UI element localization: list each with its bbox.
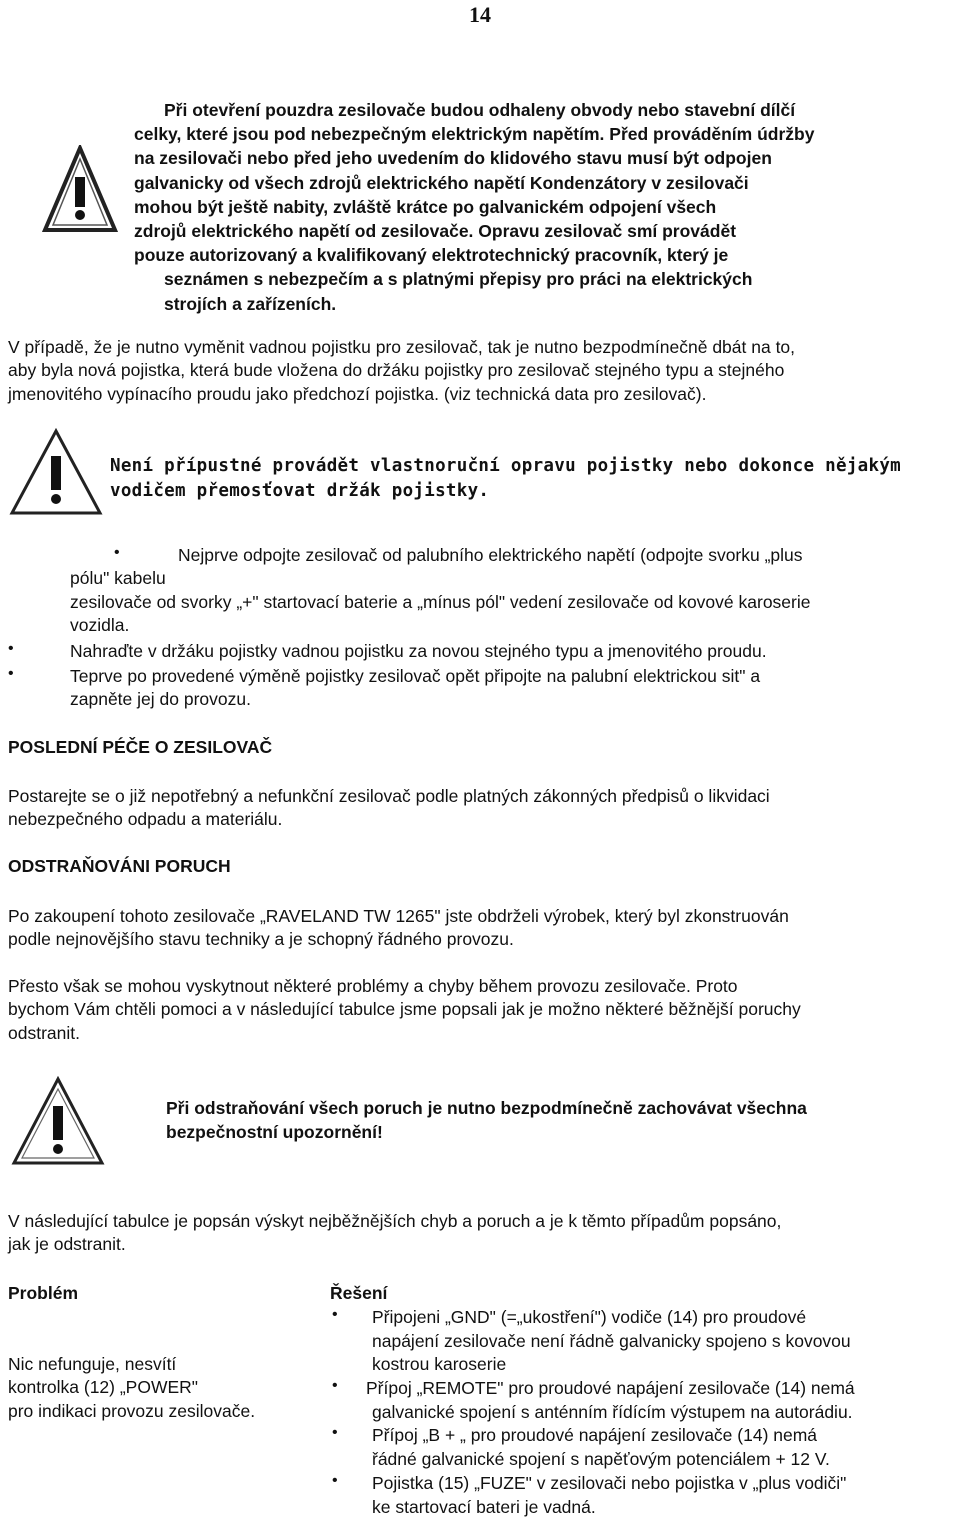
warning-triangle-icon xyxy=(42,145,118,233)
table-header-solution: Řešení xyxy=(330,1283,388,1303)
warning-block-fuse xyxy=(110,454,940,503)
step-3 xyxy=(70,665,950,712)
step-line: zesilovače od svorky „+" startovací baterie a „mínus pól" vedení zesilovače od kovové karoserie xyxy=(70,591,811,612)
cell-line: kontrolka (12) „POWER" xyxy=(8,1377,199,1398)
warning-line: Při odstraňování všech poruch je nutno bezpodmínečně zachovávat všechna xyxy=(166,1098,807,1118)
solution-item xyxy=(372,1472,950,1519)
warning-block-troubleshooting xyxy=(166,1096,956,1144)
cell-line: Pojistka (15) „FUZE" v zesilovači nebo pojistka v „plus vodiči" xyxy=(372,1473,847,1493)
bullet-icon: • xyxy=(8,640,14,657)
warning-triangle-icon xyxy=(10,1076,106,1166)
bullet-icon: • xyxy=(8,665,14,682)
warning-line: zdrojů elektrického napětí od zesilovače. Opravu zesilovač smí provádět xyxy=(134,221,737,242)
paragraph-line: nebezpečného odpadu a materiálu. xyxy=(8,809,283,830)
solution-item xyxy=(366,1377,950,1424)
paragraph-line: podle nejnovějšího stavu techniky a je schopný řádného provozu. xyxy=(8,929,514,950)
warning-line: pouze autorizovaný a kvalifikovaný elektrotechnický pracovník, který je xyxy=(134,245,729,266)
paragraph-line: jak je odstranit. xyxy=(8,1234,126,1255)
solution-item xyxy=(372,1424,950,1471)
warning-line: na zesilovači nebo před jeho uvedením do klidového stavu musí být odpojen xyxy=(134,148,772,169)
cell-line: Nic nefunguje, nesvítí xyxy=(8,1354,177,1374)
paragraph-line: Po zakoupení tohoto zesilovače „RAVELAND TW 1265" jste obdrželi výrobek, který byl zkonstruován xyxy=(8,906,789,926)
cell-line: Přípoj „B + „ pro proudové napájení zesilovače (14) nemá xyxy=(372,1425,818,1445)
cell-line: Připojeni „GND" (=„ukostření") vodiče (14) pro proudové xyxy=(372,1307,807,1327)
warning-line: Není přípustné provádět vlastnoruční opravu pojistky nebo dokonce nějakým xyxy=(110,456,902,476)
fuse-replacement-paragraph xyxy=(8,336,956,406)
paragraph-line: V následující tabulce je popsán výskyt nejběžnějších chyb a poruch a je k těmto případům popsáno, xyxy=(8,1211,782,1231)
cell-line: Přípoj „REMOTE" pro proudové napájení zesilovače (14) nemá xyxy=(366,1378,855,1398)
table-cell-problem xyxy=(8,1353,308,1423)
paragraph-line: Přesto však se mohou vyskytnout některé problémy a chyby během provozu zesilovače. Proto xyxy=(8,976,738,996)
section-heading-disposal: POSLEDNÍ PÉČE O ZESILOVAČ xyxy=(8,737,273,757)
page-number: 14 xyxy=(469,2,491,27)
warning-line: celky, které jsou pod nebezpečným elektrickým napětím. Před prováděním údržby xyxy=(134,124,815,145)
troubleshooting-intro xyxy=(8,905,956,952)
table-header-problem: Problém xyxy=(8,1283,79,1303)
paragraph-line: aby byla nová pojistka, která bude vložena do držáku pojistky pro zesilovač stejného typu a stejného xyxy=(8,360,785,381)
disposal-paragraph xyxy=(8,785,956,832)
cell-line: ke startovací bateri je vadná. xyxy=(372,1496,596,1517)
warning-line: strojích a zařízeních. xyxy=(164,293,337,314)
step-line: Nejprve odpojte zesilovač od palubního elektrického napětí (odpojte svorku „plus xyxy=(178,545,803,565)
step-1 xyxy=(70,544,950,638)
warning-line: vodičem přemosťovat držák pojistky. xyxy=(110,480,490,501)
warning-line: Při otevření pouzdra zesilovače budou odhaleny obvody nebo stavební dílčí xyxy=(164,100,796,120)
bullet-icon: • xyxy=(332,1424,338,1441)
bullet-icon: • xyxy=(332,1306,338,1323)
cell-line: řádné galvanické spojení s napěťovým potenciálem + 12 V. xyxy=(372,1448,830,1469)
paragraph-line: jmenovitého vypínacího proudu jako předchozí pojistka. (viz technická data pro zesilovač). xyxy=(8,383,707,404)
step-line: pólu" kabelu xyxy=(70,568,166,589)
bullet-icon: • xyxy=(332,1472,338,1489)
bullet-icon: • xyxy=(114,544,120,561)
warning-line: bezpečnostní upozornění! xyxy=(166,1122,383,1142)
warning-block-opening xyxy=(134,98,950,316)
step-line: zapněte jej do provozu. xyxy=(70,689,251,710)
warning-triangle-icon xyxy=(8,428,104,516)
step-line: vozidla. xyxy=(70,615,130,636)
cell-line: kostrou karoserie xyxy=(372,1354,507,1374)
paragraph-line: bychom Vám chtěli pomoci a v následující tabulce jsme popsali jak je možno některé běžnější poruchy xyxy=(8,999,801,1020)
paragraph-line: Postarejte se o již nepotřebný a nefunkční zesilovač podle platných zákonných předpisů o likvidaci xyxy=(8,786,770,806)
warning-line: mohou být ještě nabity, zvláště krátce po galvanickém odpojení všech xyxy=(134,196,717,217)
warning-line: seznámen s nebezpečím a s platnými přepisy pro práci na elektrických xyxy=(164,269,753,290)
paragraph-line: V případě, že je nutno vyměnit vadnou pojistku pro zesilovač, tak je nutno bezpodmínečně dbát na to, xyxy=(8,337,796,357)
solution-item xyxy=(372,1306,950,1377)
bullet-icon: • xyxy=(332,1377,338,1394)
step-line: Teprve po provedené výměně pojistky zesilovač opět připojte na palubní elektrickou sit" a xyxy=(70,666,761,686)
section-heading-troubleshooting: ODSTRAŇOVÁNI PORUCH xyxy=(8,856,231,876)
warning-line: galvanicky od všech zdrojů elektrického napětí Kondenzátory v zesilovači xyxy=(134,172,749,193)
step-2: Nahraďte v držáku pojistky vadnou pojistku za novou stejného typu a jmenovitého proudu. xyxy=(70,641,767,661)
cell-line: napájení zesilovače není řádně galvanicky spojeno s kovovou xyxy=(372,1330,851,1351)
cell-line: pro indikaci provozu zesilovače. xyxy=(8,1400,256,1421)
paragraph-line: odstranit. xyxy=(8,1022,80,1043)
cell-line: galvanické spojení s anténním řídícím výstupem na autorádiu. xyxy=(372,1401,853,1422)
table-intro-paragraph xyxy=(8,1210,956,1257)
troubleshooting-paragraph xyxy=(8,975,956,1045)
